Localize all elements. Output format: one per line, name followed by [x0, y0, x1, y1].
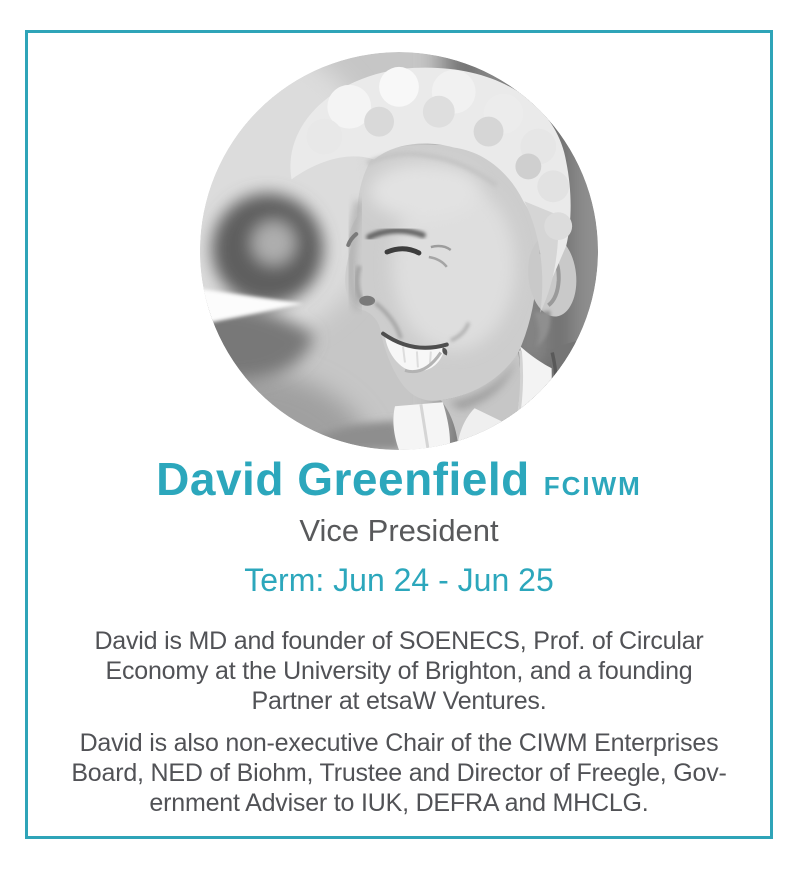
bio-paragraph-1	[94, 626, 703, 716]
profile-photo	[200, 52, 598, 450]
bio-line: David is also non-executive Chair of the CIWM Enterprises	[79, 729, 719, 757]
bio-line: ernment Adviser to IUK, DEFRA and MHCLG.	[149, 789, 649, 817]
term-dates: Term: Jun 24 - Jun 25	[244, 562, 554, 598]
role-title: Vice President	[299, 513, 499, 548]
bio-line: David is MD and founder of SOENECS, Prof. of Circular	[94, 627, 704, 655]
profile-card	[25, 30, 773, 839]
bio-paragraph-2	[71, 728, 726, 818]
name-row	[156, 452, 642, 513]
bio-line: Partner at etsaW Ventures.	[251, 687, 547, 715]
portrait-photo-illustration	[200, 52, 598, 450]
bio-line: Economy at the University of Brighton, and a founding	[105, 657, 693, 685]
credentials-label: FCIWM	[543, 471, 642, 501]
person-name: David Greenfield	[156, 453, 530, 505]
bio-line: Board, NED of Biohm, Trustee and Director of Freegle, Gov-	[71, 759, 727, 787]
